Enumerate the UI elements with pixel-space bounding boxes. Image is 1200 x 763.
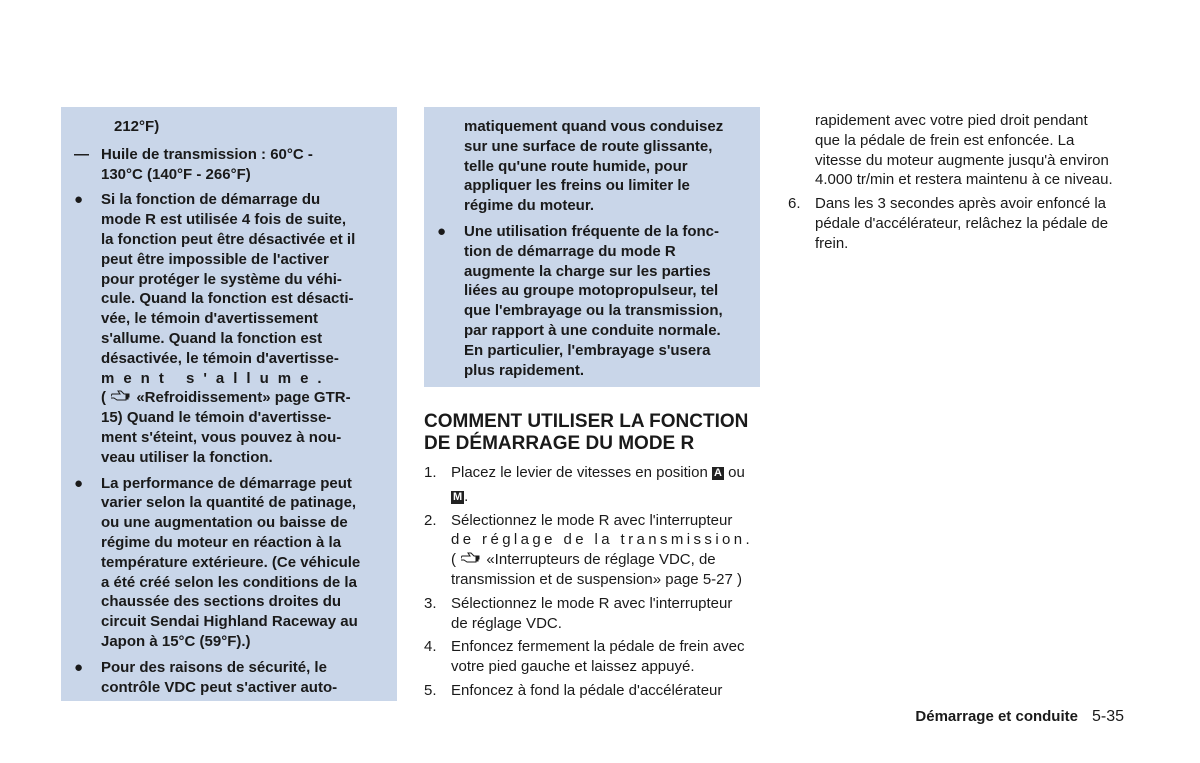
text-line: vée, le témoin d'avertissement xyxy=(101,310,318,328)
text-line: varier selon la quantité de patinage, xyxy=(101,494,357,512)
reference-line: ( «Interrupteurs de réglage VDC, de xyxy=(451,551,716,569)
text-line: Sélectionnez le mode R avec l'interrupteur xyxy=(451,511,733,529)
text-line: Pour des raisons de sécurité, le xyxy=(101,658,327,676)
text-line: contrôle VDC peut s'activer auto- xyxy=(101,678,338,696)
step-item: 1. Placez le levier de vitesses en position A ou M . xyxy=(424,464,745,505)
text-line: Dans les 3 secondes après avoir enfoncé la xyxy=(815,195,1107,213)
text-line: rapidement avec votre pied droit pendant xyxy=(815,112,1088,129)
text-line: appliquer les freins ou limiter le xyxy=(464,177,690,195)
text-line: augmente la charge sur les parties xyxy=(464,262,711,280)
text-line: désactivée, le témoin d'avertisse- xyxy=(101,349,339,367)
text-line: que la pédale de frein est enfoncée. La xyxy=(815,131,1075,149)
text-line: matiquement quand vous conduisez xyxy=(464,118,724,135)
gear-position-a-icon: A xyxy=(713,467,722,479)
text-line: 212°F) xyxy=(114,118,160,135)
step-item: 5. Enfoncez à fond la pédale d'accélérateur xyxy=(424,681,760,701)
procedure-section xyxy=(424,411,764,705)
text-line: mode R est utilisée 4 fois de suite, xyxy=(101,211,347,229)
bullet-icon: ● xyxy=(74,191,84,209)
bullet-item xyxy=(74,190,384,467)
text-line: de réglage VDC. xyxy=(451,614,562,632)
text-line: liées au groupe motopropulseur, tel xyxy=(464,282,719,300)
text-line: la fonction peut être désactivée et il xyxy=(101,230,356,248)
hand-pointer-reference-icon xyxy=(460,550,482,570)
text-line: ou une augmentation ou baisse de xyxy=(101,514,348,532)
text-line: Enfoncez fermement la pédale de frein avec xyxy=(451,638,745,656)
text-line: telle qu'une route humide, pour xyxy=(464,157,688,175)
gear-position-m-icon: M xyxy=(453,490,463,503)
page-number: 5-35 xyxy=(1091,708,1124,725)
text-line: de réglage de la transmission. xyxy=(451,531,754,549)
transmission-oil-item xyxy=(74,145,384,185)
text-line: tion de démarrage du mode R xyxy=(464,242,676,260)
text-line: 4.000 tr/min et restera maintenu à ce niveau. xyxy=(815,171,1113,189)
text-line: circuit Sendai Highland Raceway au xyxy=(101,613,358,631)
text-line: ment s'éteint, vous pouvez à nou- xyxy=(101,428,342,446)
bullet-icon: ● xyxy=(74,658,84,676)
text-line: cule. Quand la fonction est désacti- xyxy=(101,290,354,308)
text-line: par rapport à une conduite normale. xyxy=(464,321,721,339)
reference-line: ( «Refroidissement» page GTR- xyxy=(101,389,351,407)
text-line: régime du moteur en réaction à la xyxy=(101,533,342,551)
notes-column-middle xyxy=(424,107,760,387)
text-line: frein. xyxy=(815,234,849,252)
text-line: ment s'allume. xyxy=(101,369,331,387)
text-line: transmission et de suspension» page 5-27 ) xyxy=(451,570,743,588)
bullet-icon: ● xyxy=(437,222,447,240)
continued-step-text xyxy=(788,111,1124,190)
bullet-icon: ● xyxy=(74,474,84,492)
text-line: 15) Quand le témoin d'avertisse- xyxy=(101,409,332,427)
bullet-item xyxy=(74,658,384,698)
step-item: 6. Dans les 3 secondes après avoir enfoncé la pédale d'accélérateur, relâchez la pédale de frein. xyxy=(788,194,1124,253)
page-footer xyxy=(880,708,1124,726)
text-line: sur une surface de route glissante, xyxy=(464,137,713,155)
text-line: chaussée des sections droites du xyxy=(101,593,342,611)
text-line: vitesse du moteur augmente jusqu'à environ xyxy=(815,151,1109,169)
text-line: Si la fonction de démarrage du xyxy=(101,191,321,209)
text-line: Enfoncez à fond la pédale d'accélérateur xyxy=(451,681,723,699)
text-line: Sélectionnez le mode R avec l'interrupteur xyxy=(451,594,733,612)
text-line: Huile de transmission : 60°C - xyxy=(101,145,313,163)
step-item: 3. Sélectionnez le mode R avec l'interrupteur de réglage VDC. xyxy=(424,594,760,634)
text-line: 130°C (140°F - 266°F) xyxy=(101,165,251,183)
text-line: Une utilisation fréquente de la fonc- xyxy=(464,222,720,240)
text-line: veau utiliser la fonction. xyxy=(101,448,273,466)
text-line: pour protéger le système du véhi- xyxy=(101,270,342,288)
text-line: En particulier, l'embrayage s'usera xyxy=(464,341,711,359)
text-line: La performance de démarrage peut xyxy=(101,474,352,492)
text-line: Japon à 15°C (59°F).) xyxy=(101,632,251,650)
hand-pointer-reference-icon xyxy=(110,388,132,408)
text-line: votre pied gauche et laissez appuyé. xyxy=(451,658,695,676)
bullet-item xyxy=(437,222,747,380)
step-item: 2. Sélectionnez le mode R avec l'interrupteur de réglage de la transmission. ( «Interrupteurs de réglage VDC, de transmission et de suspension» page 5-27 ) xyxy=(424,511,760,590)
bullet-item xyxy=(74,474,384,652)
text-line: régime du moteur. xyxy=(464,197,595,215)
continued-bullet-text xyxy=(437,117,747,216)
section-heading: COMMENT UTILISER LA FONCTION DE DÉMARRAGE DU MODE R xyxy=(424,411,749,454)
text-line: température extérieure. (Ce véhicule xyxy=(101,553,361,571)
text-line: peut être impossible de l'activer xyxy=(101,250,329,268)
text-line: plus rapidement. xyxy=(464,361,585,379)
notes-column-left xyxy=(61,107,397,701)
chapter-title: Démarrage et conduite xyxy=(915,708,1078,725)
dash-marker: — xyxy=(74,145,89,163)
text-line: s'allume. Quand la fonction est xyxy=(101,329,323,347)
text-line: pédale d'accélérateur, relâchez la pédale de xyxy=(815,214,1109,232)
text-line: a été créé selon les conditions de la xyxy=(101,573,357,591)
procedure-column-right xyxy=(788,111,1124,258)
text-line: que l'embrayage ou la transmission, xyxy=(464,302,723,320)
step-item: 4. Enfoncez fermement la pédale de frein avec votre pied gauche et laissez appuyé. xyxy=(424,637,760,677)
